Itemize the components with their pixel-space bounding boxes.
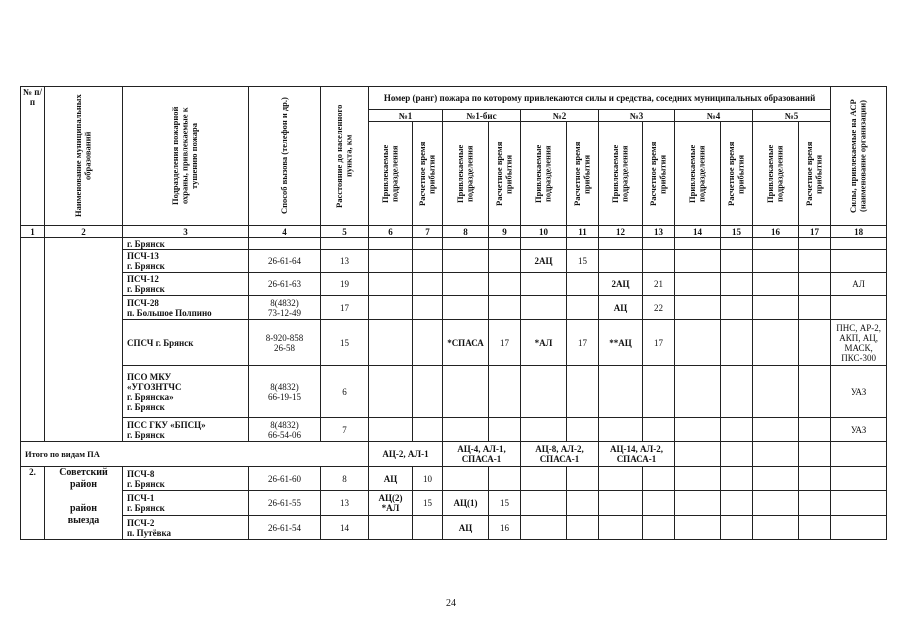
rank2-units-cell: *АЛ xyxy=(521,320,567,366)
unit-cell: ПСЧ-8 г. Брянск xyxy=(123,467,249,491)
rank2-time-cell: 17 xyxy=(567,320,599,366)
col-number: 7 xyxy=(413,226,443,238)
header-sub-units: Привлекаемые подразделения xyxy=(675,122,721,226)
rank3-units-cell: **АЦ xyxy=(599,320,643,366)
header-rank-title: Номер (ранг) пожара по которому привлекаются силы и средства, соседних муниципальных образований xyxy=(369,87,831,110)
header-col-asr: Силы, привлекаемые на АСР (наименование организации) xyxy=(831,87,887,226)
fire-forces-table xyxy=(20,86,887,540)
header-col-units: Подразделения пожарной охраны, привлекаемые к тушению пожара xyxy=(123,87,249,226)
page-number: 24 xyxy=(446,598,456,609)
table-row xyxy=(21,250,887,273)
header-col-mo: Наименование муниципальных образований xyxy=(45,87,123,226)
call-cell xyxy=(249,238,321,250)
rank1-time-cell: 10 xyxy=(413,467,443,491)
header-sub-units: Привлекаемые подразделения xyxy=(443,122,489,226)
col-number: 10 xyxy=(521,226,567,238)
col-number: 6 xyxy=(369,226,413,238)
col-number: 17 xyxy=(799,226,831,238)
totals-rank1: АЦ-2, АЛ-1 xyxy=(369,442,443,467)
table-row xyxy=(21,273,887,296)
rank1bis-time-cell: 15 xyxy=(489,491,521,516)
distance-cell: 17 xyxy=(321,296,369,320)
header-sub-units: Привлекаемые подразделения xyxy=(369,122,413,226)
table-row xyxy=(21,418,887,442)
table-row xyxy=(21,320,887,366)
rank1bis-units-cell: АЦ xyxy=(443,516,489,540)
rank1-units-cell: АЦ(2) *АЛ xyxy=(369,491,413,516)
call-cell: 8(4832) 66-19-15 xyxy=(249,366,321,418)
col-number: 8 xyxy=(443,226,489,238)
col-number: 18 xyxy=(831,226,887,238)
header-sub-time: Расчетное время прибытия xyxy=(489,122,521,226)
column-number-row xyxy=(21,226,887,238)
call-cell: 26-61-55 xyxy=(249,491,321,516)
header-col-num: № п/п xyxy=(21,87,45,226)
call-cell: 26-61-54 xyxy=(249,516,321,540)
call-cell: 8-920-858 26-58 xyxy=(249,320,321,366)
header-rank-5: №5 xyxy=(753,110,831,122)
rank2-time-cell: 15 xyxy=(567,250,599,273)
distance-cell: 13 xyxy=(321,250,369,273)
table-row xyxy=(21,296,887,320)
asr-cell: УАЗ xyxy=(831,366,887,418)
col-number: 11 xyxy=(567,226,599,238)
rank1bis-time-cell: 17 xyxy=(489,320,521,366)
totals-rank2: АЦ-8, АЛ-2, СПАСА-1 xyxy=(521,442,599,467)
unit-cell: ПСС ГКУ «БПСЦ» г. Брянск xyxy=(123,418,249,442)
call-cell: 26-61-64 xyxy=(249,250,321,273)
table-row xyxy=(21,467,887,491)
rank3-time-cell: 21 xyxy=(643,273,675,296)
col-number: 15 xyxy=(721,226,753,238)
municipality-name: Советский район район выезда xyxy=(45,467,123,540)
distance-cell: 6 xyxy=(321,366,369,418)
distance-cell: 13 xyxy=(321,491,369,516)
header-rank-1: №1 xyxy=(369,110,443,122)
asr-cell: УАЗ xyxy=(831,418,887,442)
rank1-units-cell: АЦ xyxy=(369,467,413,491)
col-number: 4 xyxy=(249,226,321,238)
unit-cell: ПСЧ-28 п. Большое Полпино xyxy=(123,296,249,320)
distance-cell: 15 xyxy=(321,320,369,366)
rank3-time-cell: 17 xyxy=(643,320,675,366)
distance-cell: 8 xyxy=(321,467,369,491)
header-sub-time: Расчетное время прибытия xyxy=(413,122,443,226)
distance-cell: 7 xyxy=(321,418,369,442)
header-sub-time: Расчетное время прибытия xyxy=(643,122,675,226)
rank1bis-units-cell: АЦ(1) xyxy=(443,491,489,516)
unit-cell: СПСЧ г. Брянск xyxy=(123,320,249,366)
header-rank-4: №4 xyxy=(675,110,753,122)
header-rank-2: №2 xyxy=(521,110,599,122)
header-sub-time: Расчетное время прибытия xyxy=(567,122,599,226)
unit-cell: ПСЧ-12 г. Брянск xyxy=(123,273,249,296)
header-sub-time: Расчетное время прибытия xyxy=(799,122,831,226)
call-cell: 8(4832) 73-12-49 xyxy=(249,296,321,320)
rank2-units-cell: 2АЦ xyxy=(521,250,567,273)
table-row xyxy=(21,516,887,540)
col-number: 16 xyxy=(753,226,799,238)
header-col-call: Способ вызова (телефон и др.) xyxy=(249,87,321,226)
col-number: 5 xyxy=(321,226,369,238)
header-col-distance: Расстояние до населенного пункта, км xyxy=(321,87,369,226)
unit-cell: ПСО МКУ «УГОЗНТЧС г. Брянска» г. Брянск xyxy=(123,366,249,418)
table-row xyxy=(21,491,887,516)
distance-cell: 19 xyxy=(321,273,369,296)
header-rank-1bis: №1-бис xyxy=(443,110,521,122)
rank1bis-units-cell: *СПАСА xyxy=(443,320,489,366)
call-cell: 8(4832) 66-54-06 xyxy=(249,418,321,442)
header-sub-time: Расчетное время прибытия xyxy=(721,122,753,226)
call-cell: 26-61-63 xyxy=(249,273,321,296)
unit-cell: ПСЧ-1 г. Брянск xyxy=(123,491,249,516)
rank1bis-time-cell: 16 xyxy=(489,516,521,540)
col-number: 2 xyxy=(45,226,123,238)
header-sub-units: Привлекаемые подразделения xyxy=(753,122,799,226)
unit-cell: ПСЧ-2 п. Путёвка xyxy=(123,516,249,540)
header-sub-units: Привлекаемые подразделения xyxy=(521,122,567,226)
rank3-units-cell: АЦ xyxy=(599,296,643,320)
distance-cell xyxy=(321,238,369,250)
header-rank-3: №3 xyxy=(599,110,675,122)
totals-rank1bis: АЦ-4, АЛ-1, СПАСА-1 xyxy=(443,442,521,467)
col-number: 3 xyxy=(123,226,249,238)
col-number: 9 xyxy=(489,226,521,238)
col-number: 13 xyxy=(643,226,675,238)
unit-cell: г. Брянск xyxy=(123,238,249,250)
asr-cell: ПНС, АР-2, АКП, АЦ, МАСК, ПКС-300 xyxy=(831,320,887,366)
call-cell: 26-61-60 xyxy=(249,467,321,491)
rank3-time-cell: 22 xyxy=(643,296,675,320)
header-sub-units: Привлекаемые подразделения xyxy=(599,122,643,226)
totals-rank3: АЦ-14, АЛ-2, СПАСА-1 xyxy=(599,442,675,467)
table-row xyxy=(21,366,887,418)
table-row xyxy=(21,238,887,250)
section-number: 2. xyxy=(21,467,45,540)
col-number: 14 xyxy=(675,226,721,238)
col-number: 1 xyxy=(21,226,45,238)
totals-label: Итого по видам ПА xyxy=(21,442,369,467)
asr-cell: АЛ xyxy=(831,273,887,296)
rank3-units-cell: 2АЦ xyxy=(599,273,643,296)
col-number: 12 xyxy=(599,226,643,238)
rank1-time-cell: 15 xyxy=(413,491,443,516)
unit-cell: ПСЧ-13 г. Брянск xyxy=(123,250,249,273)
totals-row xyxy=(21,442,887,467)
distance-cell: 14 xyxy=(321,516,369,540)
